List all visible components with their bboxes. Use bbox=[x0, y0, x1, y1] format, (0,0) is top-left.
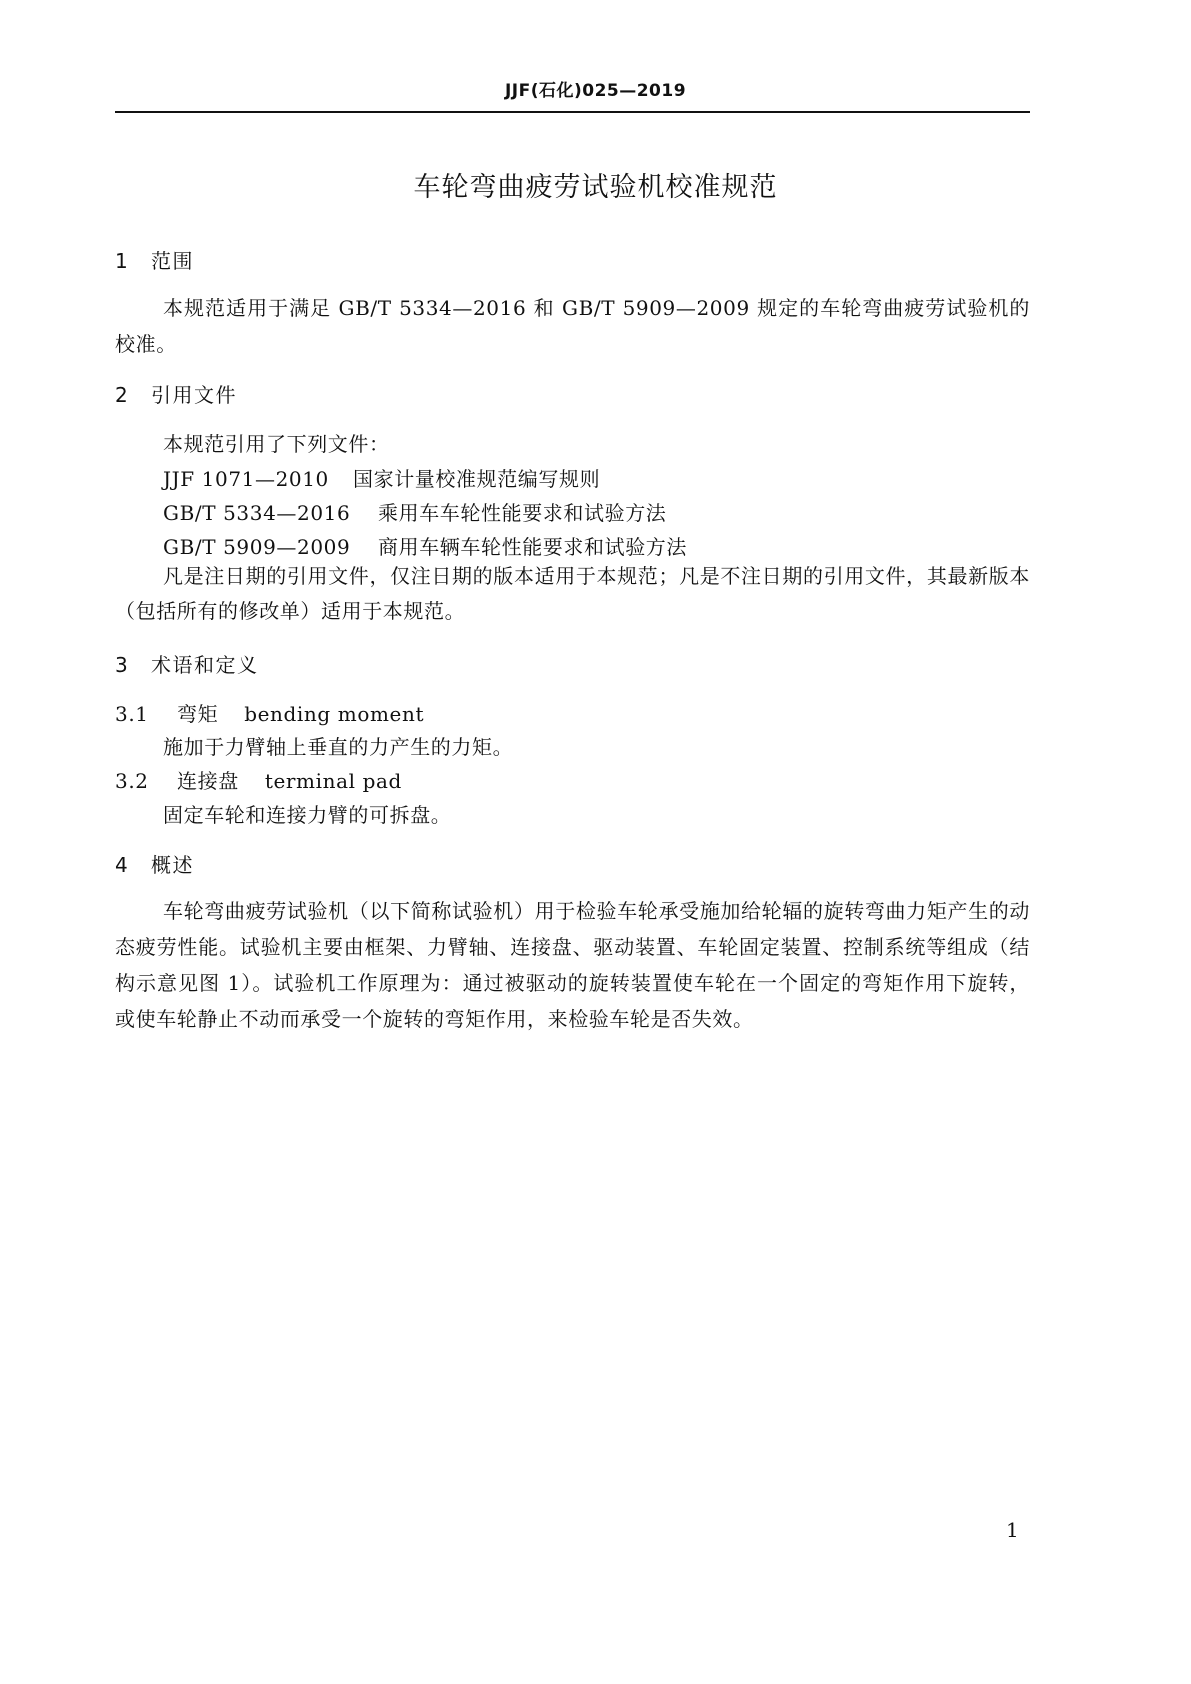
references-intro: 本规范引用了下列文件： bbox=[163, 432, 390, 456]
reference-item bbox=[163, 463, 600, 492]
section-3-heading bbox=[115, 649, 259, 678]
reference-code: JJF 1071—2010 bbox=[163, 467, 329, 491]
document-code: JJF(石化)025—2019 bbox=[504, 81, 687, 101]
reference-title: 商用车辆车轮性能要求和试验方法 bbox=[378, 535, 687, 559]
term-3-2 bbox=[115, 765, 402, 794]
page-number: 1 bbox=[1006, 1518, 1019, 1542]
section-2-heading bbox=[115, 379, 237, 408]
section-title: 概述 bbox=[151, 853, 194, 877]
header-rule bbox=[115, 111, 1030, 113]
term-english: bending moment bbox=[244, 702, 425, 726]
term-3-2-definition: 固定车轮和连接力臂的可拆盘。 bbox=[163, 803, 452, 827]
page-title: 车轮弯曲疲劳试验机校准规范 bbox=[413, 172, 778, 203]
term-english: terminal pad bbox=[264, 769, 402, 793]
references-note: 凡是注日期的引用文件，仅注日期的版本适用于本规范；凡是不注日期的引用文件，其最新版本（包括所有的修改单）适用于本规范。 bbox=[115, 564, 1030, 623]
section-1-paragraph: 本规范适用于满足 GB/T 5334—2016 和 GB/T 5909—2009 规定的车轮弯曲疲劳试验机的校准。 bbox=[115, 296, 1030, 356]
reference-item bbox=[163, 531, 687, 560]
reference-code: GB/T 5909—2009 bbox=[163, 535, 351, 559]
section-number: 3 bbox=[115, 653, 130, 677]
term-3-1-definition: 施加于力臂轴上垂直的力产生的力矩。 bbox=[163, 735, 514, 759]
term-number: 3.2 bbox=[115, 769, 149, 793]
section-4-paragraph: 车轮弯曲疲劳试验机（以下简称试验机）用于检验车轮承受施加给轮辐的旋转弯曲力矩产生的动态疲劳性能。试验机主要由框架、力臂轴、连接盘、驱动装置、车轮固定装置、控制系统等组成（结构示意见图 1）。试验机工作原理为：通过被驱动的旋转装置使车轮在一个固定的弯矩作用下旋转，或使车轮静止不动而承受一个旋转的弯矩作用，来检验车轮是否失效。 bbox=[115, 899, 1030, 1031]
section-title: 术语和定义 bbox=[151, 653, 259, 677]
term-chinese: 弯矩 bbox=[177, 702, 219, 726]
section-title: 引用文件 bbox=[151, 383, 237, 407]
section-number: 2 bbox=[115, 383, 130, 407]
reference-title: 国家计量校准规范编写规则 bbox=[353, 467, 601, 491]
reference-item bbox=[163, 497, 666, 526]
reference-title: 乘用车车轮性能要求和试验方法 bbox=[378, 501, 667, 525]
reference-code: GB/T 5334—2016 bbox=[163, 501, 351, 525]
section-4-heading bbox=[115, 849, 194, 878]
section-number: 4 bbox=[115, 853, 130, 877]
section-title: 范围 bbox=[151, 249, 194, 273]
section-1-heading bbox=[115, 245, 194, 274]
section-number: 1 bbox=[115, 249, 130, 273]
term-3-1 bbox=[115, 698, 424, 727]
term-chinese: 连接盘 bbox=[177, 769, 239, 793]
term-number: 3.1 bbox=[115, 702, 149, 726]
